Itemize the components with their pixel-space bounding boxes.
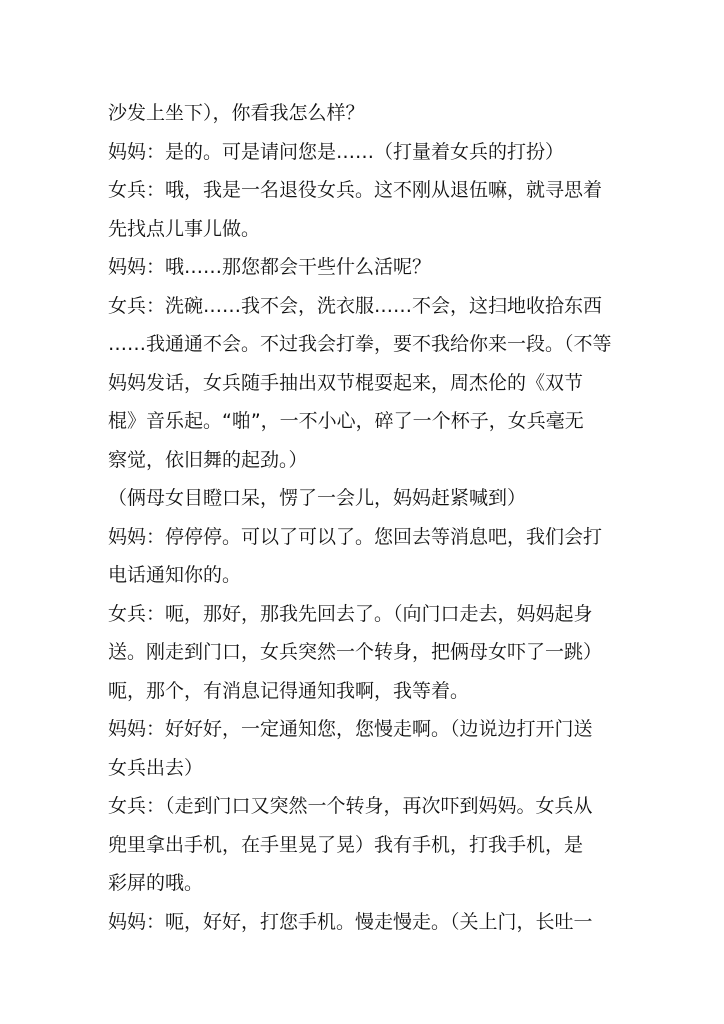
text-line: 棍》音乐起。“啪”，一不小心，碎了一个杯子，女兵毫无 (108, 410, 584, 432)
text-line: 妈妈：是的。可是请问您是……（打量着女兵的打扮） (108, 140, 565, 163)
text-line: 女兵出去） (108, 756, 204, 779)
text-line: 沙发上坐下），你看我怎么样？ (108, 102, 365, 124)
text-line: 妈妈：停停停。可以了可以了。您回去等消息吧，我们会打 (108, 525, 603, 548)
text-line: 妈妈发话，女兵随手抽出双节棍耍起来，周杰伦的《双节 (108, 371, 584, 394)
text-line: （俩母女目瞪口呆，愣了一会儿，妈妈赶紧喊到） (108, 487, 527, 509)
text-line: 呃，那个，有消息记得通知我啊，我等着。 (108, 679, 470, 702)
text-line: 先找点儿事儿做。 (108, 217, 261, 240)
text-line: 彩屏的哦。 (108, 872, 204, 894)
text-line: 女兵：哦，我是一名退役女兵。这不刚从退伍嘛，就寻思着 (108, 179, 603, 201)
text-line: ……我通通不会。不过我会打拳，要不我给你来一段。（不等 (108, 333, 612, 355)
text-line: 送。刚走到门口，女兵突然一个转身，把俩母女吓了一跳） (108, 641, 603, 663)
text-line: 电话通知你的。 (108, 564, 242, 586)
text-line: 女兵：洗碗……我不会，洗衣服……不会，这扫地收拾东西 (108, 294, 603, 317)
text-line: 妈妈：好好好，一定通知您，您慢走啊。（边说边打开门送 (108, 718, 593, 740)
text-line: 兜里拿出手机，在手里晃了晃）我有手机，打我手机，是 (108, 833, 584, 856)
text-line: 女兵：（走到门口又突然一个转身，再次吓到妈妈。女兵从 (108, 795, 593, 817)
text-line: 察觉，依旧舞的起劲。） (108, 448, 308, 471)
text-line: 女兵：呃，那好，那我先回去了。（向门口走去，妈妈起身 (108, 602, 593, 625)
text-line: 妈妈：哦……那您都会干些什么活呢？ (108, 256, 432, 278)
script-text-body (108, 94, 620, 941)
text-line: 妈妈：呃，好好，打您手机。慢走慢走。（关上门，长吐一 (108, 910, 593, 933)
